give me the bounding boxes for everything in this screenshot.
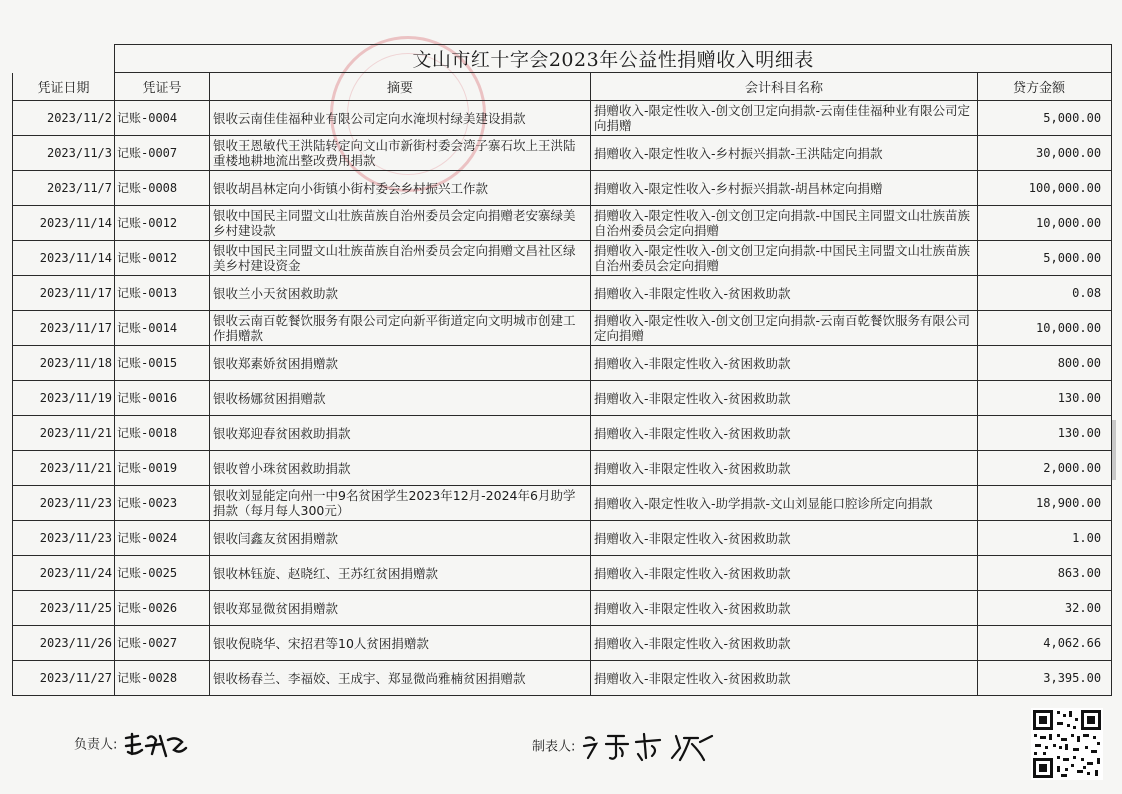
row-date: 2023/11/19 [13, 381, 115, 416]
header-summary: 摘要 [210, 73, 591, 101]
title-row [13, 45, 1112, 73]
row-account: 捐赠收入-限定性收入-创文创卫定向捐款-中国民主同盟文山壮族苗族自治州委员会定向捐赠 [591, 241, 978, 276]
row-date: 2023/11/24 [13, 556, 115, 591]
row-voucher: 记账-0026 [115, 591, 210, 626]
row-voucher: 记账-0012 [115, 241, 210, 276]
table-row [13, 626, 1112, 661]
row-voucher: 记账-0024 [115, 521, 210, 556]
row-voucher: 记账-0025 [115, 556, 210, 591]
row-summary: 银收倪晓华、宋招君等10人贫困捐赠款 [210, 626, 591, 661]
ledger-table [12, 44, 1112, 696]
row-voucher: 记账-0027 [115, 626, 210, 661]
header-date: 凭证日期 [13, 73, 115, 101]
row-voucher: 记账-0013 [115, 276, 210, 311]
row-summary: 银收胡昌林定向小街镇小街村委会乡村振兴工作款 [210, 171, 591, 206]
table-row [13, 381, 1112, 416]
row-date: 2023/11/23 [13, 486, 115, 521]
row-amount: 2,000.00 [978, 451, 1112, 486]
row-voucher: 记账-0028 [115, 661, 210, 696]
row-account: 捐赠收入-限定性收入-助学捐款-文山刘显能口腔诊所定向捐款 [591, 486, 978, 521]
row-summary: 银收云南百乾餐饮服务有限公司定向新平街道定向文明城市创建工作捐赠款 [210, 311, 591, 346]
row-date: 2023/11/17 [13, 311, 115, 346]
preparer [532, 730, 740, 764]
donation-income-table [12, 44, 1111, 696]
row-amount: 10,000.00 [978, 311, 1112, 346]
header-account: 会计科目名称 [591, 73, 978, 101]
row-account: 捐赠收入-非限定性收入-贫困救助款 [591, 276, 978, 311]
row-amount: 18,900.00 [978, 486, 1112, 521]
row-account: 捐赠收入-非限定性收入-贫困救助款 [591, 451, 978, 486]
row-summary: 银收杨春兰、李福姣、王成宇、郑显微尚雅楠贫困捐赠款 [210, 661, 591, 696]
header-voucher: 凭证号 [115, 73, 210, 101]
row-date: 2023/11/21 [13, 416, 115, 451]
row-voucher: 记账-0004 [115, 101, 210, 136]
table-row [13, 206, 1112, 241]
row-summary: 银收中国民主同盟文山壮族苗族自治州委员会定向捐赠文昌社区绿美乡村建设资金 [210, 241, 591, 276]
table-row [13, 276, 1112, 311]
row-date: 2023/11/17 [13, 276, 115, 311]
row-amount: 1.00 [978, 521, 1112, 556]
row-date: 2023/11/25 [13, 591, 115, 626]
row-summary: 银收林钰旋、赵晓红、王苏红贫困捐赠款 [210, 556, 591, 591]
row-date: 2023/11/26 [13, 626, 115, 661]
row-account: 捐赠收入-非限定性收入-贫困救助款 [591, 521, 978, 556]
row-summary: 银收郑迎春贫困救助捐款 [210, 416, 591, 451]
header-row [13, 73, 1112, 101]
table-row [13, 661, 1112, 696]
row-summary: 银收王恩敏代王洪陆转定向文山市新街村委会湾子寨石坎上王洪陆重楼地耕地流出整改费用捐款 [210, 136, 591, 171]
page-title: 文山市红十字会2023年公益性捐赠收入明细表 [115, 45, 1112, 73]
table-row [13, 591, 1112, 626]
row-account: 捐赠收入-非限定性收入-贫困救助款 [591, 381, 978, 416]
preparer-signature [580, 730, 740, 764]
row-summary: 银收郑素娇贫困捐赠款 [210, 346, 591, 381]
row-amount: 10,000.00 [978, 206, 1112, 241]
row-summary: 银收中国民主同盟文山壮族苗族自治州委员会定向捐赠老安寨绿美乡村建设款 [210, 206, 591, 241]
row-summary: 银收刘显能定向州一中9名贫困学生2023年12月-2024年6月助学捐款（每月每人300元） [210, 486, 591, 521]
row-account: 捐赠收入-限定性收入-创文创卫定向捐款-云南佳佳福种业有限公司定向捐赠 [591, 101, 978, 136]
row-amount: 3,395.00 [978, 661, 1112, 696]
row-summary: 银收杨娜贫困捐赠款 [210, 381, 591, 416]
table-row [13, 556, 1112, 591]
row-voucher: 记账-0015 [115, 346, 210, 381]
row-amount: 5,000.00 [978, 101, 1112, 136]
row-voucher: 记账-0019 [115, 451, 210, 486]
row-account: 捐赠收入-限定性收入-创文创卫定向捐款-中国民主同盟文山壮族苗族自治州委员会定向捐赠 [591, 206, 978, 241]
row-date: 2023/11/2 [13, 101, 115, 136]
title-blank-cell [13, 45, 115, 73]
table-row [13, 241, 1112, 276]
row-account: 捐赠收入-限定性收入-乡村振兴捐款-胡昌林定向捐赠 [591, 171, 978, 206]
row-amount: 100,000.00 [978, 171, 1112, 206]
row-date: 2023/11/27 [13, 661, 115, 696]
row-amount: 130.00 [978, 381, 1112, 416]
row-voucher: 记账-0023 [115, 486, 210, 521]
row-date: 2023/11/21 [13, 451, 115, 486]
row-voucher: 记账-0018 [115, 416, 210, 451]
table-row [13, 416, 1112, 451]
row-amount: 32.00 [978, 591, 1112, 626]
row-date: 2023/11/7 [13, 171, 115, 206]
row-voucher: 记账-0016 [115, 381, 210, 416]
row-date: 2023/11/14 [13, 206, 115, 241]
row-account: 捐赠收入-非限定性收入-贫困救助款 [591, 346, 978, 381]
row-account: 捐赠收入-非限定性收入-贫困救助款 [591, 416, 978, 451]
header-amount: 贷方金额 [978, 73, 1112, 101]
row-summary: 银收郑显微贫困捐赠款 [210, 591, 591, 626]
row-account: 捐赠收入-非限定性收入-贫困救助款 [591, 591, 978, 626]
row-summary: 银收闫鑫友贫困捐赠款 [210, 521, 591, 556]
row-amount: 130.00 [978, 416, 1112, 451]
row-summary: 银收云南佳佳福种业有限公司定向水淹坝村绿美建设捐款 [210, 101, 591, 136]
row-account: 捐赠收入-限定性收入-创文创卫定向捐款-云南百乾餐饮服务有限公司定向捐赠 [591, 311, 978, 346]
table-body [13, 101, 1112, 696]
table-row [13, 311, 1112, 346]
row-account: 捐赠收入-非限定性收入-贫困救助款 [591, 556, 978, 591]
responsible-label: 负责人: [74, 737, 118, 753]
row-date: 2023/11/23 [13, 521, 115, 556]
qr-code-icon [1031, 708, 1103, 780]
table-row [13, 136, 1112, 171]
row-amount: 800.00 [978, 346, 1112, 381]
table-row [13, 486, 1112, 521]
row-date: 2023/11/18 [13, 346, 115, 381]
row-amount: 5,000.00 [978, 241, 1112, 276]
table-row [13, 346, 1112, 381]
table-row [13, 451, 1112, 486]
responsible-person [74, 730, 192, 760]
row-voucher: 记账-0007 [115, 136, 210, 171]
row-date: 2023/11/3 [13, 136, 115, 171]
table-row [13, 171, 1112, 206]
row-account: 捐赠收入-非限定性收入-贫困救助款 [591, 626, 978, 661]
table-row [13, 101, 1112, 136]
row-summary: 银收曾小珠贫困救助捐款 [210, 451, 591, 486]
row-summary: 银收兰小天贫困救助款 [210, 276, 591, 311]
row-amount: 30,000.00 [978, 136, 1112, 171]
scan-edge-mark [1112, 420, 1116, 480]
responsible-signature [122, 730, 192, 760]
row-voucher: 记账-0012 [115, 206, 210, 241]
row-voucher: 记账-0014 [115, 311, 210, 346]
row-amount: 4,062.66 [978, 626, 1112, 661]
table-row [13, 521, 1112, 556]
row-account: 捐赠收入-限定性收入-乡村振兴捐款-王洪陆定向捐款 [591, 136, 978, 171]
row-account: 捐赠收入-非限定性收入-贫困救助款 [591, 661, 978, 696]
preparer-label: 制表人: [532, 739, 576, 755]
row-amount: 0.08 [978, 276, 1112, 311]
row-voucher: 记账-0008 [115, 171, 210, 206]
row-amount: 863.00 [978, 556, 1112, 591]
row-date: 2023/11/14 [13, 241, 115, 276]
